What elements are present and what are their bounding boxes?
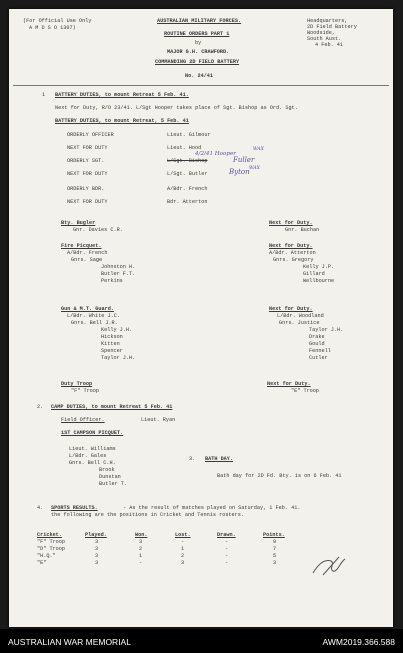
document-page (9, 9, 393, 627)
hq-line-5: 4 Feb. 41 (315, 42, 344, 48)
hq-line-1: Headquarters, (307, 18, 348, 24)
hq-line-2: 2D Field Battery (307, 24, 357, 30)
archive-reference: AWM2019.366.588 (322, 637, 395, 647)
table-cell: - (225, 560, 229, 566)
gun-next-label: Next for Duty. (269, 306, 313, 312)
picquet-row: Gnrs. Bell C.H. (69, 460, 116, 466)
orderly-role: NEXT FOR DUTY (67, 145, 108, 151)
gun-guard-row: Hickson (101, 334, 123, 340)
table-cell: 1 (181, 546, 185, 552)
table-cell: 2 (181, 553, 185, 559)
table-header: Won. (135, 532, 148, 538)
orderly-role: ORDERLY BDR. (67, 186, 105, 192)
picquet-row: Lieut. Williams (69, 446, 116, 452)
hq-line-4: South Aust. (307, 36, 342, 42)
table-header: Drawn. (217, 532, 236, 538)
orderly-role: ORDERLY SGT. (67, 158, 105, 164)
picquet-row: L/Bdr. Gales (69, 453, 107, 459)
table-header: Lost. (175, 532, 191, 538)
duty-troop-next-name: "E" Troop (291, 388, 320, 394)
sports-line-2: the following are the positions in Cricket and Tennis rosters. (51, 512, 245, 518)
gun-guard-heading: Gun & M.T. Guard. (61, 306, 114, 312)
table-cell: 3 (139, 539, 143, 545)
table-cell: 1 (139, 553, 143, 559)
section-1-heading: BATTERY DUTIES, to mount Retreat 5 Feb. 41. (55, 92, 189, 98)
orderly-role: ORDERLY OFFICER (67, 132, 114, 138)
major-name: MAJOR G.H. CRAWFORD. (167, 49, 230, 55)
bugler-heading: Bty. Bugler (61, 220, 96, 226)
picquet-row: Brook (99, 467, 115, 473)
fire-picquet-row: Gnrs. Sage (71, 257, 103, 263)
bugler-next-label: Next for Duty. (269, 220, 313, 226)
gun-guard-row: Kelly J.H. (101, 327, 133, 333)
fire-next-row: Gnrs. Gregory (273, 257, 314, 263)
bugler-name: Gnr. Davies C.R. (73, 227, 123, 233)
orderly-role: NEXT FOR DUTY (67, 199, 108, 205)
table-cell: 7 (273, 546, 277, 552)
section-3-heading: BATH DAY. (205, 456, 234, 462)
section-1-heading-2: BATTERY DUTIES, to mount Retreat, 5 Feb. 41 (55, 118, 189, 124)
table-row (37, 539, 297, 546)
table-cell: - (139, 560, 143, 566)
section-1-number: 1 (42, 92, 46, 98)
table-header: Cricket. (37, 532, 62, 538)
fire-picquet-row: A/Bdr. French (67, 250, 108, 256)
table-cell: "D" Troop (37, 546, 66, 552)
gun-guard-row: Taylor J.H. (101, 355, 136, 361)
orderly-name: L/Sgt. Bishop (167, 158, 208, 164)
next-duty-note: Next for Duty, R/O 23/41. L/Sgt Hooper takes place of Sgt. Bishop as Ord. Sgt. (55, 105, 298, 111)
table-cell: "E" (37, 560, 47, 566)
archive-name: AUSTRALIAN WAR MEMORIAL (8, 637, 131, 647)
gun-guard-row: L/Bdr. White J.C. (67, 313, 120, 319)
gun-guard-row: Gnrs. Bell J.R. (71, 320, 118, 326)
table-cell: 5 (273, 553, 277, 559)
field-officer-label: Field Officer. (61, 417, 105, 423)
fire-next-row: Wellbourne (303, 278, 335, 284)
table-cell: "F" Troop (37, 539, 66, 545)
table-cell: 9 (273, 539, 277, 545)
header-divider (13, 85, 389, 86)
handwritten-note: WAX (253, 147, 264, 152)
table-header-row (37, 532, 297, 539)
fire-next-row: A/Bdr. Atterton (269, 250, 316, 256)
hq-line-3: Woodside, (307, 30, 336, 36)
orderly-name: A/Bdr. French (167, 186, 208, 192)
picquet-row: Butler T. (99, 481, 128, 487)
table-row (37, 553, 297, 560)
fire-next-row: Gillard (303, 271, 325, 277)
table-cell: - (181, 539, 185, 545)
table-cell: - (225, 553, 229, 559)
table-row (37, 546, 297, 553)
archive-footer (0, 629, 403, 653)
table-cell: 3 (273, 560, 277, 566)
orderly-role: NEXT FOR DUTY (67, 171, 108, 177)
table-cell: 2 (139, 546, 143, 552)
cricket-results-table (37, 532, 297, 567)
duty-troop-next-label: Next for Duty. (267, 381, 311, 387)
table-cell: 3 (95, 560, 99, 566)
bath-day-text: Bath day for 2D Fd. Bty. is on 6 Feb. 41 (217, 473, 342, 479)
gun-guard-row: Spencer (101, 348, 123, 354)
table-row (37, 560, 297, 567)
section-2-number: 2. (37, 404, 44, 410)
table-cell: - (225, 546, 229, 552)
section-4-heading: SPORTS RESULTS. (51, 505, 98, 511)
command-title: COMMANDING 2D FIELD BATTERY (155, 59, 240, 65)
bugler-next-name: Gnr. Buchan (285, 227, 320, 233)
section-3-number: 3. (189, 456, 196, 462)
orderly-name: Lieut. Gilmour (167, 132, 211, 138)
table-cell: 3 (95, 553, 99, 559)
handwritten-signature-mark (309, 553, 351, 579)
fire-picquet-row: Johnston H. (101, 264, 136, 270)
handwritten-note: 4/2/41 Hooper (195, 151, 236, 157)
fire-picquet-heading: Fire Picquet. (61, 243, 102, 249)
orderly-name: Lieut. Hood (167, 145, 202, 151)
restricted-note: (For Official Use Only (23, 18, 92, 24)
gun-next-row: Gould (309, 341, 325, 347)
orders-subtitle: ROUTINE ORDERS PART 1 (164, 31, 230, 37)
gun-next-row: Taylor J.H. (309, 327, 344, 333)
fire-picquet-row: Perkins (101, 278, 123, 284)
gun-next-row: Drake (309, 334, 325, 340)
gun-next-row: Fennell (309, 348, 331, 354)
gun-next-row: L/Bdr. Woodland (277, 313, 324, 319)
gun-guard-row: Kitten (101, 341, 120, 347)
section-2-heading: CAMP DUTIES, to mount Retreat 5 Feb. 41 (51, 404, 173, 410)
handwritten-note: Byton (229, 168, 250, 176)
handwritten-note: Fuller (233, 156, 255, 164)
order-number: No. 24/41 (185, 73, 214, 79)
orderly-name: L/Sgt. Butler (167, 171, 208, 177)
restricted-code: A M D S O 1307) (29, 25, 76, 31)
table-header: Played. (85, 532, 107, 538)
table-cell: 3 (95, 539, 99, 545)
table-cell: "H.Q." (37, 553, 56, 559)
table-cell: 3 (95, 546, 99, 552)
section-4-number: 4. (37, 505, 44, 511)
table-cell: - (225, 539, 229, 545)
fire-next-row: Kelly J.P. (303, 264, 335, 270)
duty-troop-name: "F" Troop (71, 388, 100, 394)
fire-next-label: Next for Duty. (269, 243, 313, 249)
orderly-name: Bdr. Atterton (167, 199, 208, 205)
picquet-row: Dunstan (99, 474, 121, 480)
fire-picquet-row: Butler F.T. (101, 271, 136, 277)
org-title: AUSTRALIAN MILITARY FORCES. (157, 18, 242, 24)
duty-troop-heading: Duty Troop (61, 381, 93, 387)
gun-next-row: Cutler (309, 355, 328, 361)
sports-line-1: - As the result of matches played on Saturday, 1 Feb. 41. (123, 505, 301, 511)
handwritten-note: WAX (249, 166, 260, 171)
by-label: by (195, 40, 202, 46)
picquet-heading: 1ST CAMPSON PICQUET. (61, 430, 124, 436)
gun-next-row: Gnrs. Justice (279, 320, 320, 326)
field-officer-name: Lieut. Ryan (141, 417, 176, 423)
table-header: Points. (263, 532, 285, 538)
table-cell: 3 (181, 560, 185, 566)
